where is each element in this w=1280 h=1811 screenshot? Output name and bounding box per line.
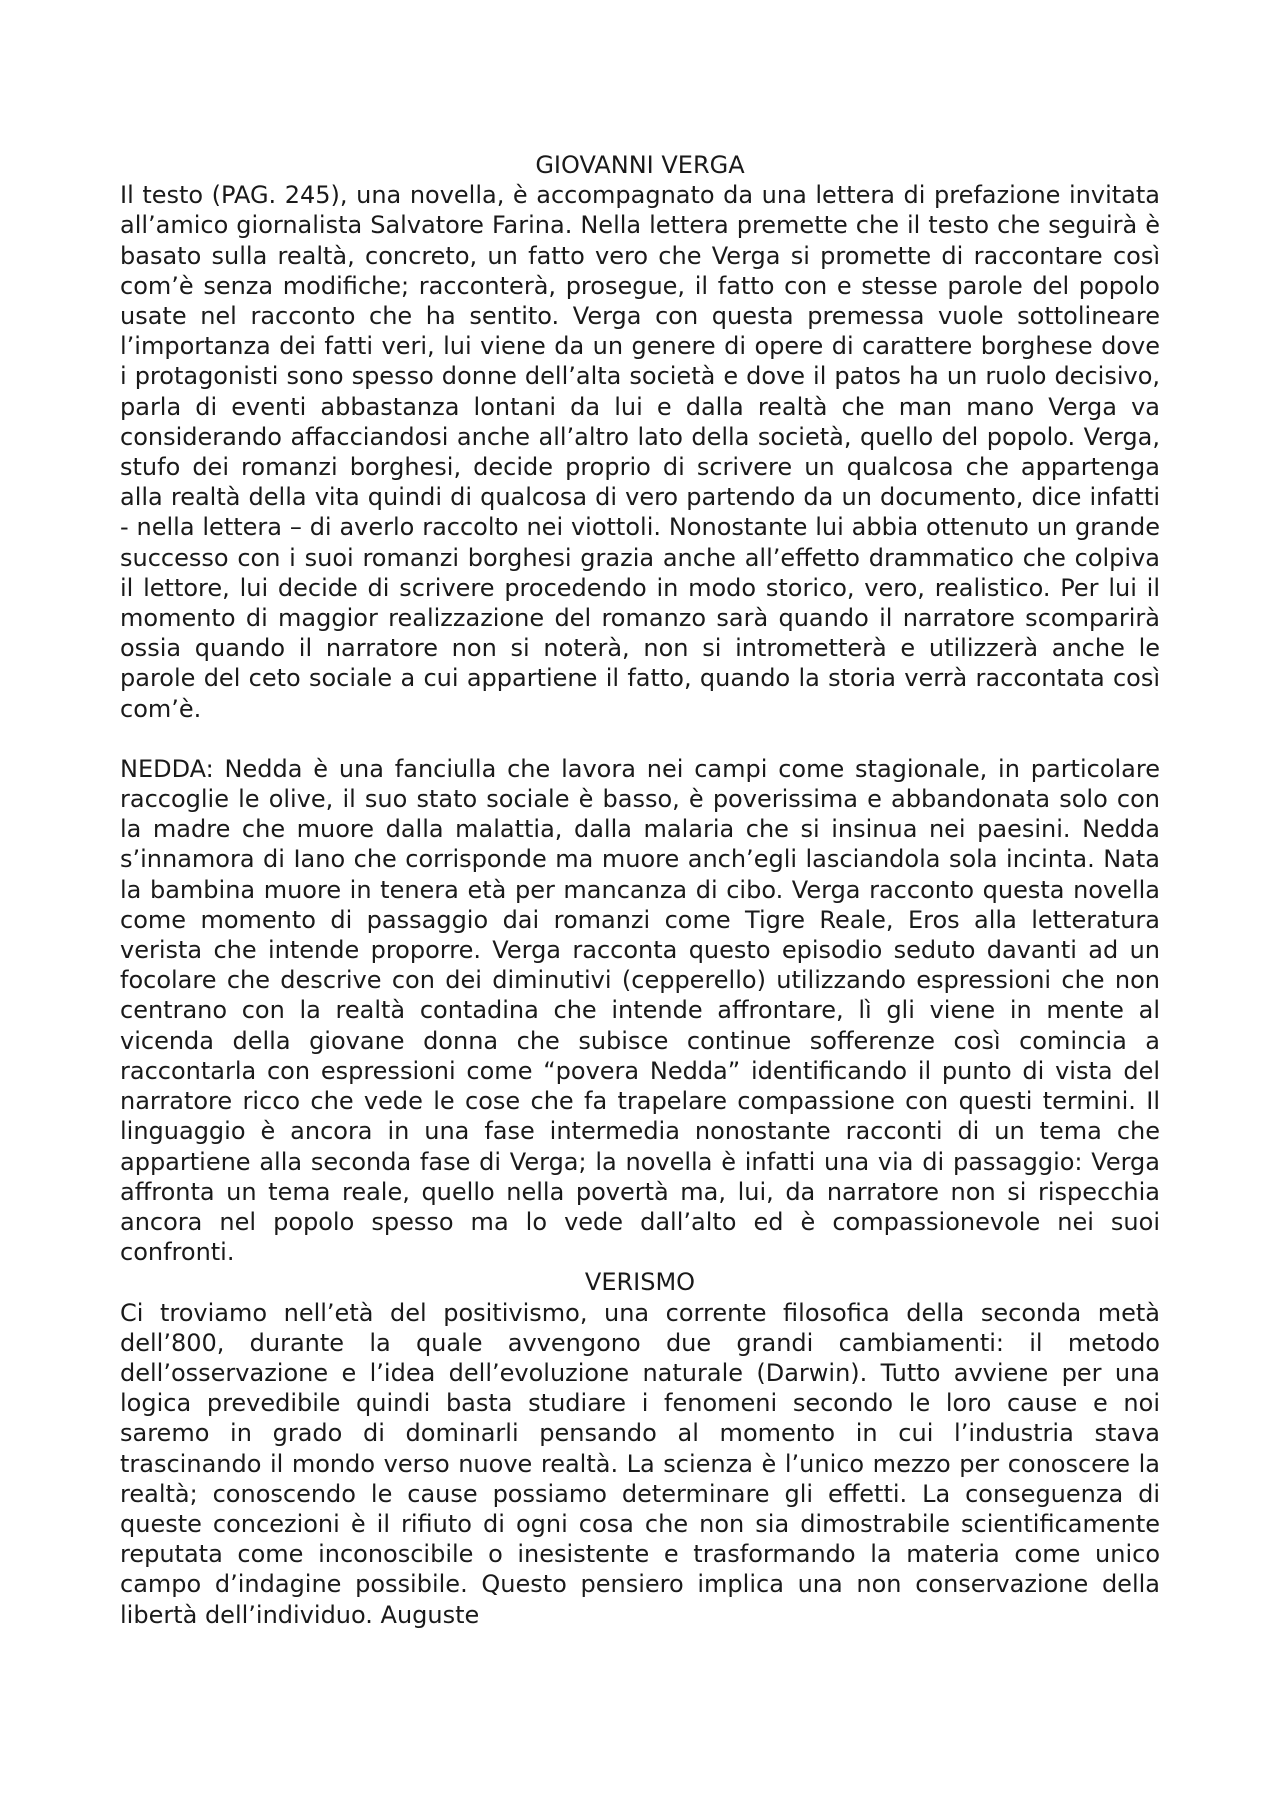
intro-paragraph: Il testo (PAG. 245), una novella, è accompagnato da una lettera di prefazione invitata all’amico giornalista Salvatore Farina. Nella lettera premette che il testo che seguirà è basato sulla realtà, concreto, un fatto vero che Verga si promette di raccontare così com’è senza modifiche; racconterà, prosegue, il fatto con e stesse parole del popolo usate nel racconto che ha sentito. Verga con questa premessa vuole sottolineare l’importanza dei fatti veri, lui viene da un genere di opere di carattere borghese dove i protagonisti sono spesso donne dell’alta società e dove il patos ha un ruolo decisivo, parla di eventi abbastanza lontani da lui e dalla realtà che man mano Verga va considerando affacciandosi anche all’altro lato della società, quello del popolo. Verga, stufo dei romanzi borghesi, decide proprio di scrivere un qualcosa che appartenga alla realtà della vita quindi di qualcosa di vero partendo da un documento, dice infatti - nella lettera – di averlo raccolto nei viottoli. Nonostante lui abbia ottenuto un grande successo con i suoi romanzi borghesi grazia anche all’effetto drammatico che colpiva il lettore, lui decide di scrivere procedendo in modo storico, vero, realistico. Per lui il momento di maggior realizzazione del romanzo sarà quando il narratore scomparirà ossia quando il narratore non si noterà, non si intrometterà e utilizzerà anche le parole del ceto sociale a cui appartiene il fatto, quando la storia verrà raccontata così com’è. (120, 181, 1160, 723)
nedda-paragraph: NEDDA: Nedda è una fanciulla che lavora nei campi come stagionale, in particolare raccoglie le olive, il suo stato sociale è basso, è poverissima e abbandonata solo con la madre che muore dalla malattia, dalla malaria che si insinua nei paesini. Nedda s’innamora di Iano che corrisponde ma muore anch’egli lasciandola sola incinta. Nata la bambina muore in tenera età per mancanza di cibo. Verga racconto questa novella come momento di passaggio dai romanzi come Tigre Reale, Eros alla letteratura verista che intende proporre. Verga racconta questo episodio seduto davanti ad un focolare che descrive con dei diminutivi (cepperello) utilizzando espressioni che non centrano con la realtà contadina che intende affrontare, lì gli viene in mente al vicenda della giovane donna che subisce continue sofferenze così comincia a raccontarla con espressioni come “povera Nedda” identificando il punto di vista del narratore ricco che vede le cose che fa trapelare compassione con questi termini. Il linguaggio è ancora in una fase intermedia nonostante racconti di un tema che appartiene alla seconda fase di Verga; la novella è infatti una via di passaggio: Verga affronta un tema reale, quello nella povertà ma, lui, da narratore non si rispecchia ancora nel popolo spesso ma lo vede dall’alto ed è compassionevole nei suoi confronti. (120, 754, 1160, 1267)
paragraph-spacer (120, 724, 1160, 754)
verismo-paragraph: Ci troviamo nell’età del positivismo, una corrente filosofica della seconda metà dell’800, durante la quale avvengono due grandi cambiamenti: il metodo dell’osservazione e l’idea dell’evoluzione naturale (Darwin). Tutto avviene per una logica prevedibile quindi basta studiare i fenomeni secondo le loro cause e noi saremo in grado di dominarli pensando al momento in cui l’industria stava trascinando il mondo verso nuove realtà. La scienza è l’unico mezzo per conoscere la realtà; conoscendo le cause possiamo determinare gli effetti. La conseguenza di queste concezioni è il rifiuto di ogni cosa che non sia dimostrabile scientificamente reputata come inconoscibile o inesistente e trasformando la materia come unico campo d’indagine possibile. Questo pensiero implica una non conservazione della libertà dell’individuo. Auguste (120, 1298, 1160, 1629)
section-title-verismo: VERISMO (584, 1268, 696, 1297)
document-page (120, 150, 1160, 1630)
document-title: GIOVANNI VERGA (535, 151, 745, 179)
